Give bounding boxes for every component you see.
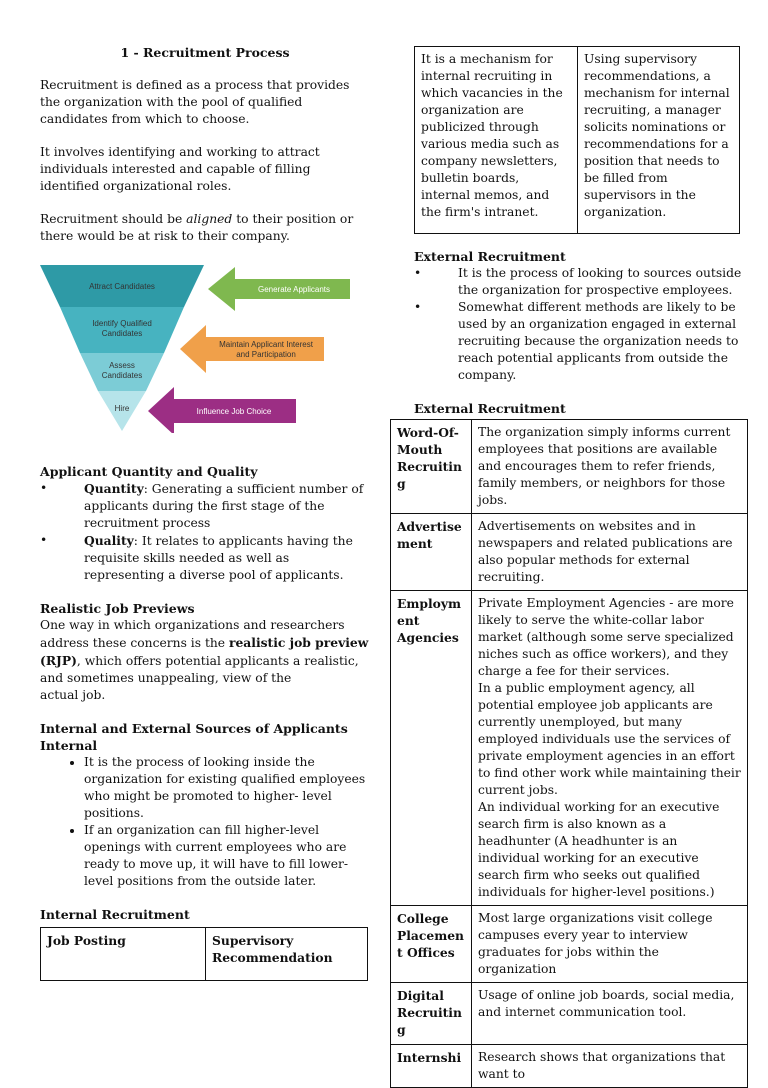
bullet-glyph: • <box>414 300 422 314</box>
row-label: College Placemen t Offices <box>391 906 472 983</box>
row-label: Employm ent Agencies <box>391 591 472 906</box>
table-row <box>391 591 748 906</box>
right-column <box>390 46 748 1088</box>
cell-supervisory-description: Using supervisory recommendations, a mechanism for internal recruiting, a manager solicits nominations or recommendations for a position that needs to be filled from supervisors in the organization. <box>578 47 740 234</box>
internal-recruitment-table <box>40 927 368 981</box>
external-recruitment-section <box>414 248 748 417</box>
term-rjp: realistic job preview (RJP) <box>40 635 369 668</box>
internal-recruitment-table-continued <box>414 46 740 234</box>
row-description: The organization simply informs current employees that positions are available and encourages them to refer friends, family members, or neighbors for those jobs. <box>472 420 748 514</box>
text-segment: Recruitment should be <box>40 212 187 226</box>
text-segment: : Generating a sufficient number of applicants during the first stage of the recruitment process <box>84 482 364 530</box>
cell-job-posting: Job Posting <box>41 928 206 981</box>
paragraph-rjp <box>40 617 370 687</box>
bullet-external-2-text: Somewhat different methods are likely to be used by an organization engaged in external recruiting because the organization needs to reach potential applicants from outside the company. <box>458 300 739 382</box>
row-label: Word-Of-Mouth Recruitin g <box>391 420 472 514</box>
row-label: Internshi <box>391 1045 472 1088</box>
heading-external-recruitment-table: External Recruitment <box>414 401 566 416</box>
funnel-label-hire: Hire <box>114 404 130 413</box>
internal-list <box>40 754 370 890</box>
table-row <box>41 928 368 981</box>
row-description: Research shows that organizations that want to <box>472 1045 748 1088</box>
heading-internal-recruitment: Internal Recruitment <box>40 907 190 922</box>
heading-internal: Internal <box>40 738 98 753</box>
text-segment: : It relates to applicants having the requisite skills needed as well as representing a diverse pool of applicants. <box>84 534 353 582</box>
bullet-external-1-text: It is the process of looking to sources outside the organization for prospective employees. <box>458 266 742 297</box>
funnel-label-assess-2: Candidates <box>101 371 143 380</box>
paragraph-rjp-end: actual job. <box>40 688 106 702</box>
text-segment: , which offers potential applicants a realistic, and sometimes unappealing, view of the <box>40 654 359 685</box>
funnel-label-attract: Attract Candidates <box>89 282 155 291</box>
bullet-glyph: • <box>414 266 422 280</box>
cell-job-posting-description: It is a mechanism for internal recruiting in which vacancies in the organization are publicized through various media such as company newsletters, bulletin boards, internal memos, and the firm's intranet. <box>415 47 578 234</box>
external-recruitment-table <box>390 419 748 1088</box>
table-row <box>391 983 748 1045</box>
bullet-glyph: • <box>40 481 48 495</box>
paragraph-aligned <box>40 211 370 245</box>
table-row <box>391 906 748 983</box>
row-label: Advertise ment <box>391 514 472 591</box>
text-segment: to their position or there would be at risk to their company. <box>40 212 354 243</box>
emphasis-aligned: aligned <box>186 212 233 226</box>
table-row <box>391 514 748 591</box>
funnel-label-assess-1: Assess <box>109 361 135 370</box>
cell-supervisory-recommendation: Supervisory Recommendation <box>206 928 368 981</box>
list-item: • If an organization can fill higher-level openings with current employees who are ready to move up, it will have to fill lower-level positions from the outside later. <box>84 822 370 890</box>
arrow-label-influence: Influence Job Choice <box>196 407 272 416</box>
funnel-svg <box>40 265 370 433</box>
heading-internal-external-sources: Internal and External Sources of Applicants <box>40 721 348 736</box>
heading-applicant-quantity-quality: Applicant Quantity and Quality <box>40 464 258 479</box>
funnel-label-identify-2: Candidates <box>101 329 143 338</box>
bullet-external-2 <box>414 299 748 384</box>
heading-realistic-job-previews: Realistic Job Previews <box>40 601 195 616</box>
paragraph-identifying: It involves identifying and working to attract individuals interested and capable of filling identified organizational roles. <box>40 145 320 193</box>
left-column <box>40 44 370 981</box>
recruitment-funnel-diagram <box>40 265 370 447</box>
bullet-quantity <box>40 480 370 532</box>
bullet-quantity-text <box>84 480 370 532</box>
funnel-label-identify-1: Identify Qualified <box>92 319 152 328</box>
bullet-glyph: • <box>40 533 48 547</box>
row-description: Private Employment Agencies - are more likely to serve the white-collar labor market (although some serve specialized niches such as office workers), and they charge a fee for their services. In a public employment agency, all potential employee job applicants are currently unemployed, but many employed individuals use the services of private employment agencies in an effort to find other work while maintaining their current jobs. An individual working for an executive search firm is also known as a headhunter (A headhunter is an individual working for an executive search firm who seeks out qualified individuals for higher-level positions.) <box>472 591 748 906</box>
arrow-maintain-interest <box>180 325 324 373</box>
row-description: Usage of online job boards, social media, and internet communication tool. <box>472 983 748 1045</box>
label-quantity: Quantity <box>84 481 144 496</box>
document-title: 1 - Recruitment Process <box>120 45 290 60</box>
row-description: Most large organizations visit college campuses every year to interview graduates for jobs within the organization <box>472 906 748 983</box>
row-label: Digital Recruitin g <box>391 983 472 1045</box>
list-item: • It is the process of looking inside the organization for existing qualified employees who might be promoted to higher- level positions. <box>84 754 370 822</box>
table-row <box>415 47 740 234</box>
label-quality: Quality <box>84 533 134 548</box>
arrow-label-maintain-2: and Participation <box>236 350 296 359</box>
table-row <box>391 1045 748 1088</box>
bullet-quality-text <box>84 532 370 584</box>
row-description: Advertisements on websites and in newspapers and related publications are also popular methods for external recruiting. <box>472 514 748 591</box>
text-segment: One way in which organizations and researchers address these concerns is the <box>40 618 345 650</box>
arrow-label-generate: Generate Applicants <box>257 285 331 294</box>
arrow-label-maintain-1: Maintain Applicant Interest <box>219 340 313 349</box>
table-row <box>391 420 748 514</box>
bullet-quality <box>40 532 370 584</box>
heading-external-recruitment: External Recruitment <box>414 249 566 264</box>
paragraph-definition: Recruitment is defined as a process that provides the organization with the pool of qualified candidates from which to choose. <box>40 78 350 126</box>
bullet-external-1 <box>414 265 748 299</box>
